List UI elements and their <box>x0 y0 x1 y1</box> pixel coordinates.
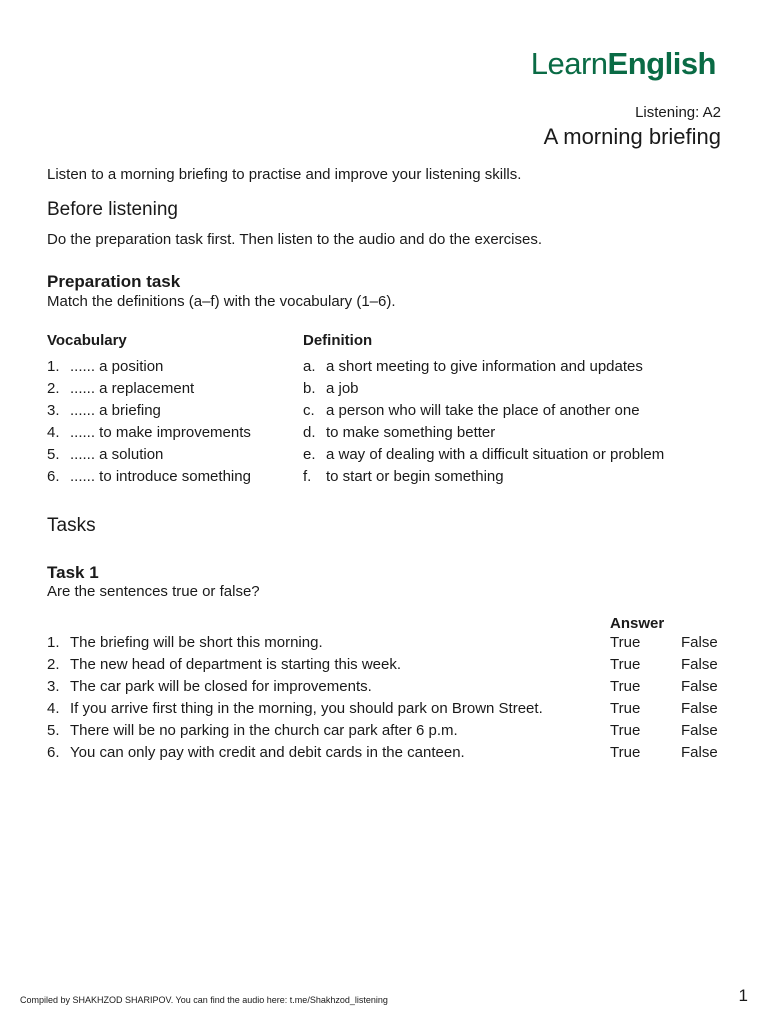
definition-item: f. to start or begin something <box>303 468 504 485</box>
vocab-item: 5. ...... a solution <box>47 446 164 463</box>
intro-text: Listen to a morning briefing to practise and improve your listening skills. <box>47 166 522 183</box>
true-option[interactable]: True <box>610 678 641 695</box>
vocab-item: 1. ...... a position <box>47 358 164 375</box>
sentence-text: The briefing will be short this morning. <box>70 634 323 651</box>
logo-english: English <box>607 46 716 81</box>
vocabulary-header: Vocabulary <box>47 332 127 349</box>
table-row: 6. You can only pay with credit and debit cards in the canteen. True False <box>47 744 718 761</box>
sentence-text: The new head of department is starting this week. <box>70 656 402 673</box>
false-option[interactable]: False <box>681 656 718 673</box>
false-option[interactable]: False <box>681 744 718 761</box>
page-number: 1 <box>738 986 748 1005</box>
definition-item: d. to make something better <box>303 424 496 441</box>
answer-header: Answer <box>610 615 665 632</box>
true-option[interactable]: True <box>610 656 641 673</box>
sentence-text: If you arrive first thing in the morning, you should park on Brown Street. <box>70 700 543 717</box>
table-row: 2. The new head of department is starting this week. True False <box>47 656 718 673</box>
sentence-text: The car park will be closed for improvements. <box>70 678 372 695</box>
table-row: 3. The car park will be closed for improvements. True False <box>47 678 718 695</box>
true-option[interactable]: True <box>610 722 641 739</box>
true-option[interactable]: True <box>610 634 641 651</box>
task1-instruction: Are the sentences true or false? <box>47 583 260 600</box>
definition-item: b. a job <box>303 380 359 397</box>
true-option[interactable]: True <box>610 700 641 717</box>
vocab-item: 6. ...... to introduce something <box>47 468 251 485</box>
definition-header: Definition <box>303 332 373 349</box>
sentence-text: You can only pay with credit and debit cards in the canteen. <box>70 744 465 761</box>
preparation-heading: Preparation task <box>47 272 181 291</box>
task1-heading: Task 1 <box>47 563 99 582</box>
tasks-heading: Tasks <box>47 515 96 536</box>
before-listening-heading: Before listening <box>47 199 178 220</box>
page-title: A morning briefing <box>543 124 721 149</box>
before-listening-text: Do the preparation task first. Then listen to the audio and do the exercises. <box>47 231 543 248</box>
false-option[interactable]: False <box>681 722 718 739</box>
table-row: 1. The briefing will be short this morning. True False <box>47 634 718 651</box>
vocab-item: 4. ...... to make improvements <box>47 424 251 441</box>
table-row: 4. If you arrive first thing in the morning, you should park on Brown Street. True False <box>47 700 718 717</box>
true-option[interactable]: True <box>610 744 641 761</box>
sentence-text: There will be no parking in the church car park after 6 p.m. <box>70 722 458 739</box>
definition-item: a. a short meeting to give information and updates <box>303 358 643 375</box>
definition-item: c. a person who will take the place of another one <box>303 402 640 419</box>
logo-learn: Learn <box>530 46 608 81</box>
table-row: 5. There will be no parking in the church car park after 6 p.m. True False <box>47 722 718 739</box>
definition-item: e. a way of dealing with a difficult situation or problem <box>303 446 665 463</box>
false-option[interactable]: False <box>681 634 718 651</box>
preparation-instruction: Match the definitions (a–f) with the vocabulary (1–6). <box>47 293 396 310</box>
footer-credit: Compiled by SHAKHZOD SHARIPOV. You can find the audio here: t.me/Shakhzod_listening <box>20 995 388 1005</box>
learnenglish-logo <box>531 46 716 82</box>
vocab-item: 3. ...... a briefing <box>47 402 161 419</box>
vocab-item: 2. ...... a replacement <box>47 380 195 397</box>
false-option[interactable]: False <box>681 700 718 717</box>
level-label: Listening: A2 <box>635 104 721 121</box>
false-option[interactable]: False <box>681 678 718 695</box>
